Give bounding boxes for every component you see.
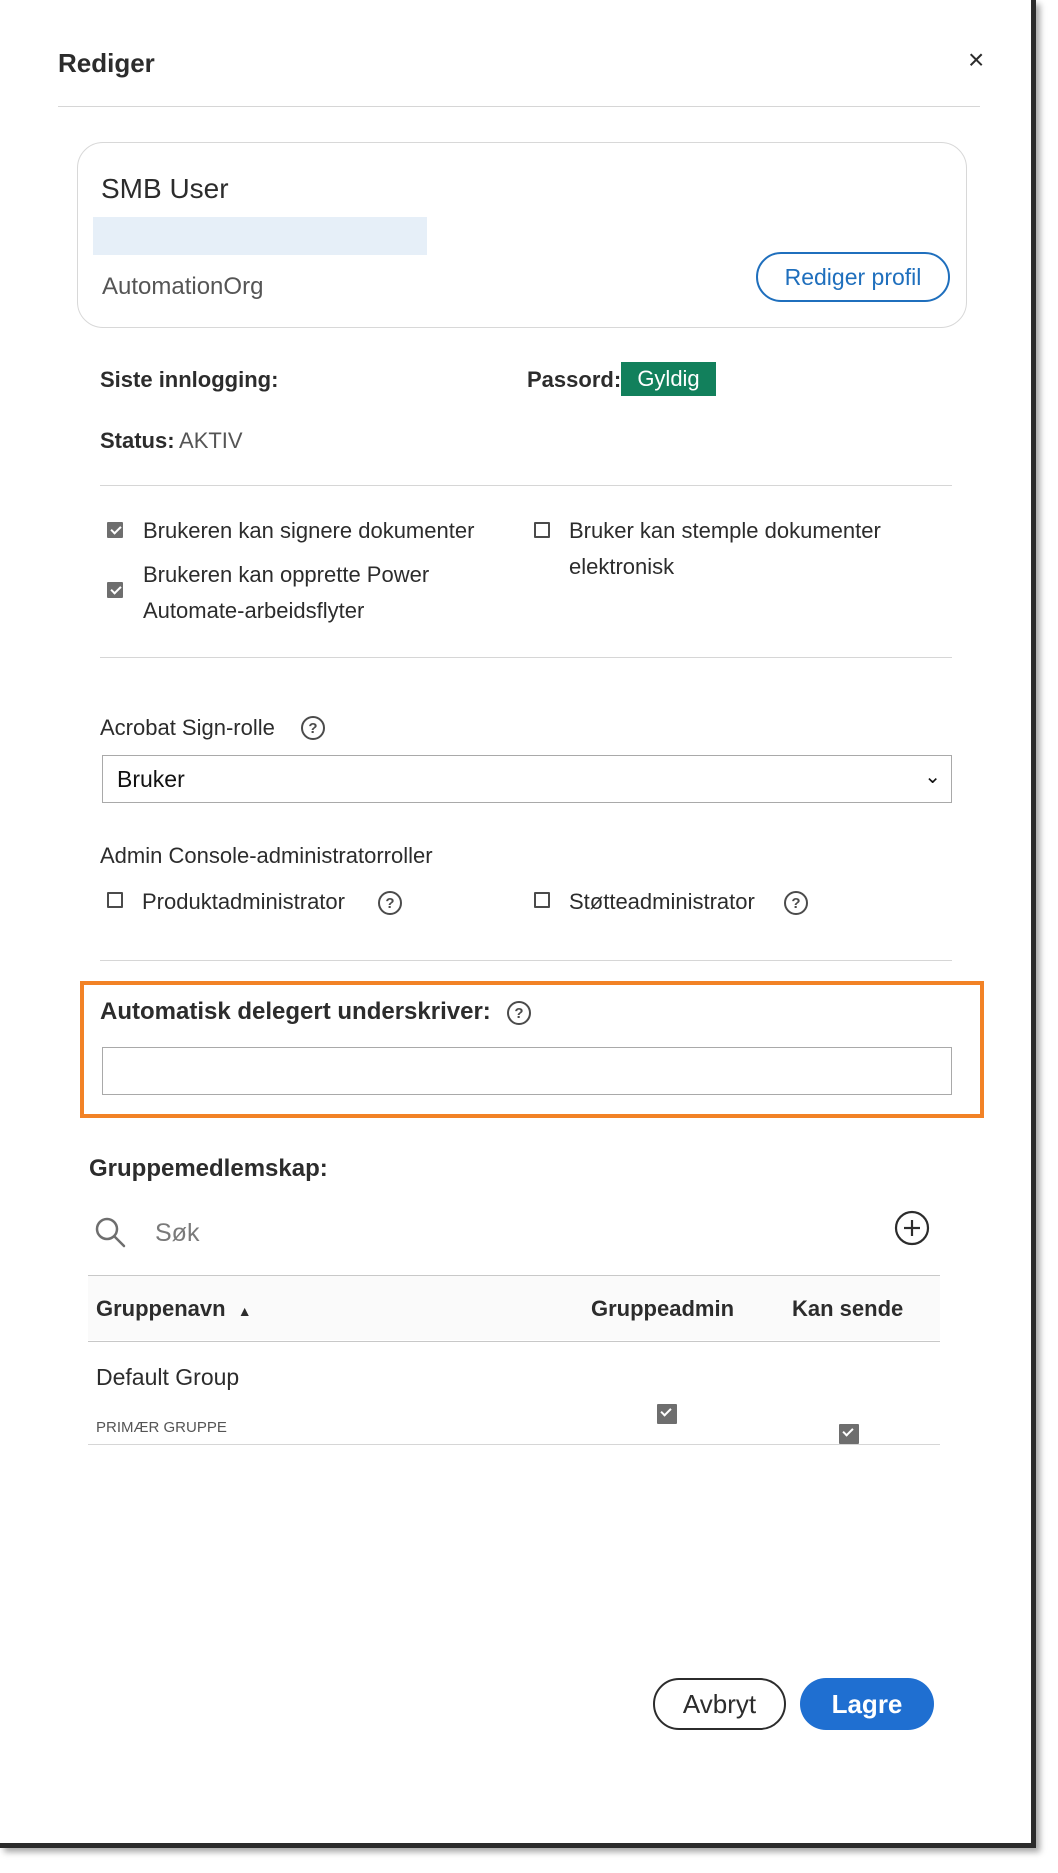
divider xyxy=(88,1341,940,1342)
delegate-label: Automatisk delegert underskriver: xyxy=(100,998,491,1025)
email-redacted xyxy=(93,217,427,255)
power-automate-checkbox[interactable] xyxy=(107,582,123,598)
column-group-name-label: Gruppenavn xyxy=(96,1296,226,1321)
support-admin-help-icon[interactable]: ? xyxy=(784,891,808,915)
groups-label: Gruppemedlemskap: xyxy=(89,1155,328,1182)
support-admin-label: Støtteadministrator xyxy=(569,889,755,914)
divider xyxy=(100,485,952,486)
stamp-documents-label: Bruker kan stemple dokumenter elektronisk xyxy=(569,518,881,579)
password-label: Passord: xyxy=(527,367,622,392)
column-group-admin: Gruppeadmin xyxy=(591,1296,735,1321)
column-group-name[interactable] xyxy=(96,1296,252,1322)
password-status-badge: Gyldig xyxy=(621,362,716,396)
group-row-name: Default Group xyxy=(96,1364,240,1390)
status-value: AKTIV xyxy=(179,428,243,453)
power-automate-label: Brukeren kan opprette Power Automate-arbeidsflyter xyxy=(143,562,430,623)
delegate-input[interactable] xyxy=(102,1047,952,1095)
admin-roles-label: Admin Console-administratorroller xyxy=(100,843,433,868)
search-icon xyxy=(94,1216,126,1248)
save-button[interactable]: Lagre xyxy=(800,1678,934,1730)
group-admin-checkbox[interactable] xyxy=(657,1404,677,1424)
status-row xyxy=(100,428,243,454)
sign-role-selected: Bruker xyxy=(117,766,185,792)
last-login-label: Siste innlogging: xyxy=(100,367,279,392)
group-search-input[interactable]: Søk xyxy=(155,1219,200,1247)
status-label: Status: xyxy=(100,428,175,453)
product-admin-checkbox[interactable] xyxy=(107,892,123,908)
column-can-send: Kan sende xyxy=(792,1296,904,1321)
profile-org: AutomationOrg xyxy=(102,273,264,300)
can-send-checkbox[interactable] xyxy=(839,1424,859,1444)
sign-role-label: Acrobat Sign-rolle xyxy=(100,715,275,740)
sign-documents-label: Brukeren kan signere dokumenter xyxy=(143,518,475,543)
sign-role-help-icon[interactable]: ? xyxy=(301,716,325,740)
divider xyxy=(100,960,952,961)
divider xyxy=(58,106,980,107)
sort-asc-icon: ▲ xyxy=(237,1303,252,1319)
divider xyxy=(88,1444,940,1445)
product-admin-label: Produktadministrator xyxy=(142,889,345,914)
delegate-help-icon[interactable]: ? xyxy=(507,1001,531,1025)
edit-profile-button[interactable]: Rediger profil xyxy=(756,252,950,302)
support-admin-checkbox[interactable] xyxy=(534,892,550,908)
chevron-down-icon: ⌄ xyxy=(924,766,941,788)
divider xyxy=(100,657,952,658)
close-icon[interactable]: × xyxy=(968,44,985,75)
profile-name: SMB User xyxy=(101,173,229,204)
sign-documents-checkbox[interactable] xyxy=(107,522,123,538)
cancel-button[interactable]: Avbryt xyxy=(653,1678,786,1730)
sign-role-select[interactable] xyxy=(102,755,952,803)
group-row-primary-badge: PRIMÆR GRUPPE xyxy=(96,1419,227,1436)
dialog-title: Rediger xyxy=(58,48,155,78)
plus-circle-icon[interactable] xyxy=(894,1210,930,1246)
product-admin-help-icon[interactable]: ? xyxy=(378,891,402,915)
stamp-documents-checkbox[interactable] xyxy=(534,522,550,538)
